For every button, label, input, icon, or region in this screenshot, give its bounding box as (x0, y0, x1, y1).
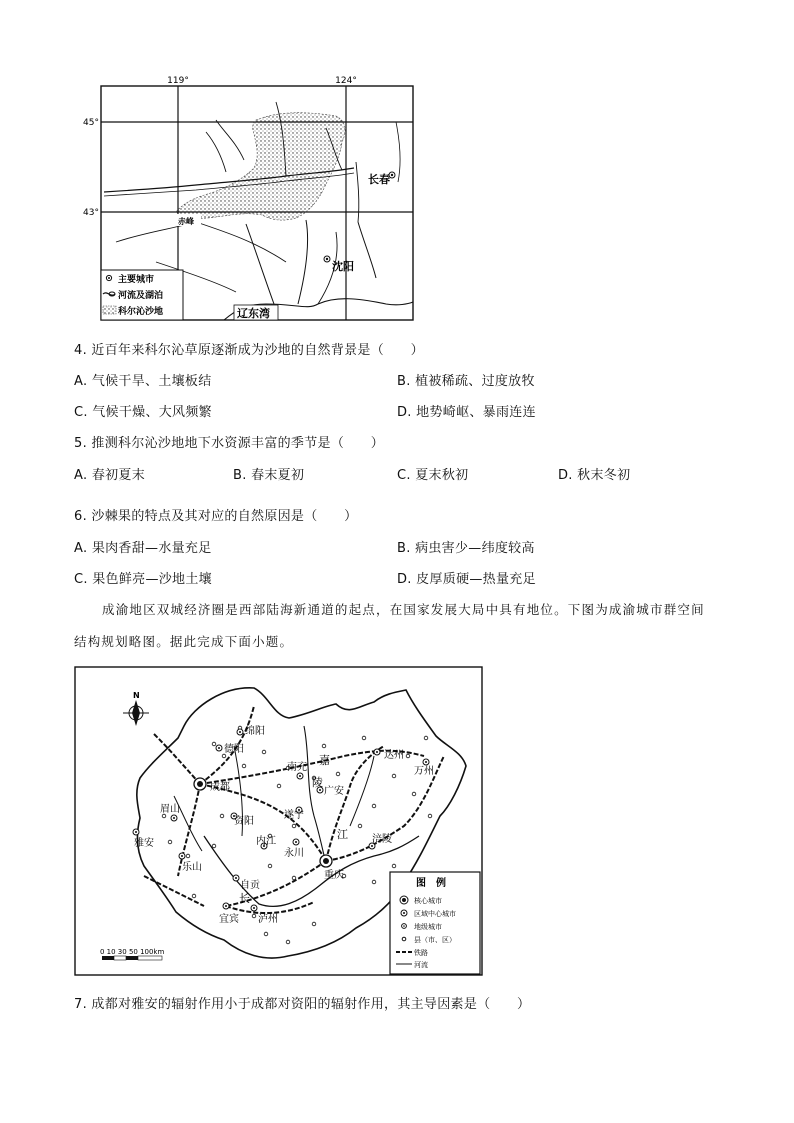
svg-text:陵: 陵 (312, 776, 323, 789)
svg-text:成都: 成都 (210, 782, 230, 793)
option-5d[interactable]: D. 秋末冬初 (558, 468, 631, 483)
svg-text:河流: 河流 (414, 961, 428, 969)
svg-text:宜宾: 宜宾 (219, 914, 239, 925)
svg-text:涪陵: 涪陵 (372, 834, 392, 845)
svg-text:眉山: 眉山 (160, 804, 180, 815)
option-5c[interactable]: C. 夏末秋初 (397, 468, 469, 483)
svg-text:江: 江 (337, 828, 348, 841)
city-shenyang (324, 256, 354, 273)
city-changchun (368, 172, 395, 186)
lon-label: 119° (167, 76, 189, 86)
lat-label: 43° (83, 208, 99, 218)
svg-text:赤峰: 赤峰 (178, 217, 194, 226)
option-5b[interactable]: B. 春末夏初 (233, 468, 305, 483)
svg-text:乐山: 乐山 (182, 862, 202, 873)
option-4b[interactable]: B. 植被稀疏、过度放牧 (397, 374, 535, 389)
svg-text:达州: 达州 (384, 750, 404, 761)
svg-text:长春: 长春 (368, 173, 390, 186)
svg-text:雅安: 雅安 (134, 838, 154, 849)
svg-text:地级城市: 地级城市 (414, 923, 442, 931)
svg-text:泸州: 泸州 (258, 914, 278, 925)
svg-text:资阳: 资阳 (234, 816, 254, 827)
svg-text:区域中心城市: 区域中心城市 (414, 910, 456, 918)
svg-text:0 10 30 50 100km: 0 10 30 50 100km (100, 948, 165, 956)
svg-text:核心城市: 核心城市 (414, 897, 442, 905)
svg-text:自贡: 自贡 (240, 880, 260, 891)
option-5a[interactable]: A. 春初夏末 (74, 468, 146, 483)
option-4a[interactable]: A. 气候干旱、土壤板结 (74, 374, 212, 389)
svg-text:科尔沁沙地: 科尔沁沙地 (118, 307, 164, 317)
lat-label: 45° (83, 118, 99, 128)
svg-text:内江: 内江 (256, 836, 276, 847)
bay-label: 辽东湾 (237, 307, 270, 320)
scale-bar (100, 948, 164, 960)
question-4-stem: 4. 近百年来科尔沁草原逐渐成为沙地的自然背景是（ ） (74, 343, 424, 358)
passage-line-2: 结构规划略图。据此完成下面小题。 (74, 634, 294, 649)
svg-text:广安: 广安 (324, 786, 344, 797)
option-6a[interactable]: A. 果肉香甜—水量充足 (74, 541, 212, 556)
option-4d[interactable]: D. 地势崎岖、暴雨连连 (397, 405, 536, 420)
lon-label: 124° (335, 76, 357, 86)
svg-text:沈阳: 沈阳 (332, 260, 354, 273)
question-7-stem: 7. 成都对雅安的辐射作用小于成都对资阳的辐射作用，其主导因素是（ ） (74, 997, 531, 1012)
svg-text:南充: 南充 (287, 762, 307, 773)
option-4c[interactable]: C. 气候干燥、大风频繁 (74, 405, 212, 420)
option-6d[interactable]: D. 皮厚质硬—热量充足 (397, 572, 536, 587)
svg-text:嘉: 嘉 (319, 754, 330, 767)
svg-text:德阳: 德阳 (224, 744, 244, 755)
svg-text:万州: 万州 (414, 766, 434, 777)
map1-legend (101, 270, 183, 320)
svg-text:N: N (133, 691, 140, 700)
svg-text:图 例: 图 例 (416, 878, 446, 889)
city-chifeng (175, 214, 201, 226)
question-5-stem: 5. 推测科尔沁沙地地下水资源丰富的季节是（ ） (74, 436, 385, 451)
svg-text:县（市、区）: 县（市、区） (414, 936, 456, 944)
passage-line-1: 成渝地区双城经济圈是西部陆海新通道的起点，在国家发展大局中具有地位。下图为成渝城市群空间 (102, 602, 705, 617)
horqin-map (83, 72, 416, 324)
question-6-stem: 6. 沙棘果的特点及其对应的自然原因是（ ） (74, 509, 358, 524)
svg-text:重庆: 重庆 (324, 870, 344, 881)
svg-text:永川: 永川 (284, 848, 304, 859)
svg-text:铁路: 铁路 (414, 949, 428, 957)
horqin-sandy-land (176, 113, 345, 220)
svg-text:主要城市: 主要城市 (118, 275, 155, 285)
svg-text:河流及湖泊: 河流及湖泊 (118, 291, 164, 301)
map2-legend (390, 872, 480, 974)
option-6c[interactable]: C. 果色鲜亮—沙地土壤 (74, 572, 212, 587)
option-6b[interactable]: B. 病虫害少—纬度较高 (397, 541, 535, 556)
svg-text:遂宁: 遂宁 (284, 810, 304, 821)
chengyu-map (74, 666, 484, 978)
svg-text:长: 长 (239, 892, 250, 905)
svg-text:绵阳: 绵阳 (245, 726, 265, 737)
